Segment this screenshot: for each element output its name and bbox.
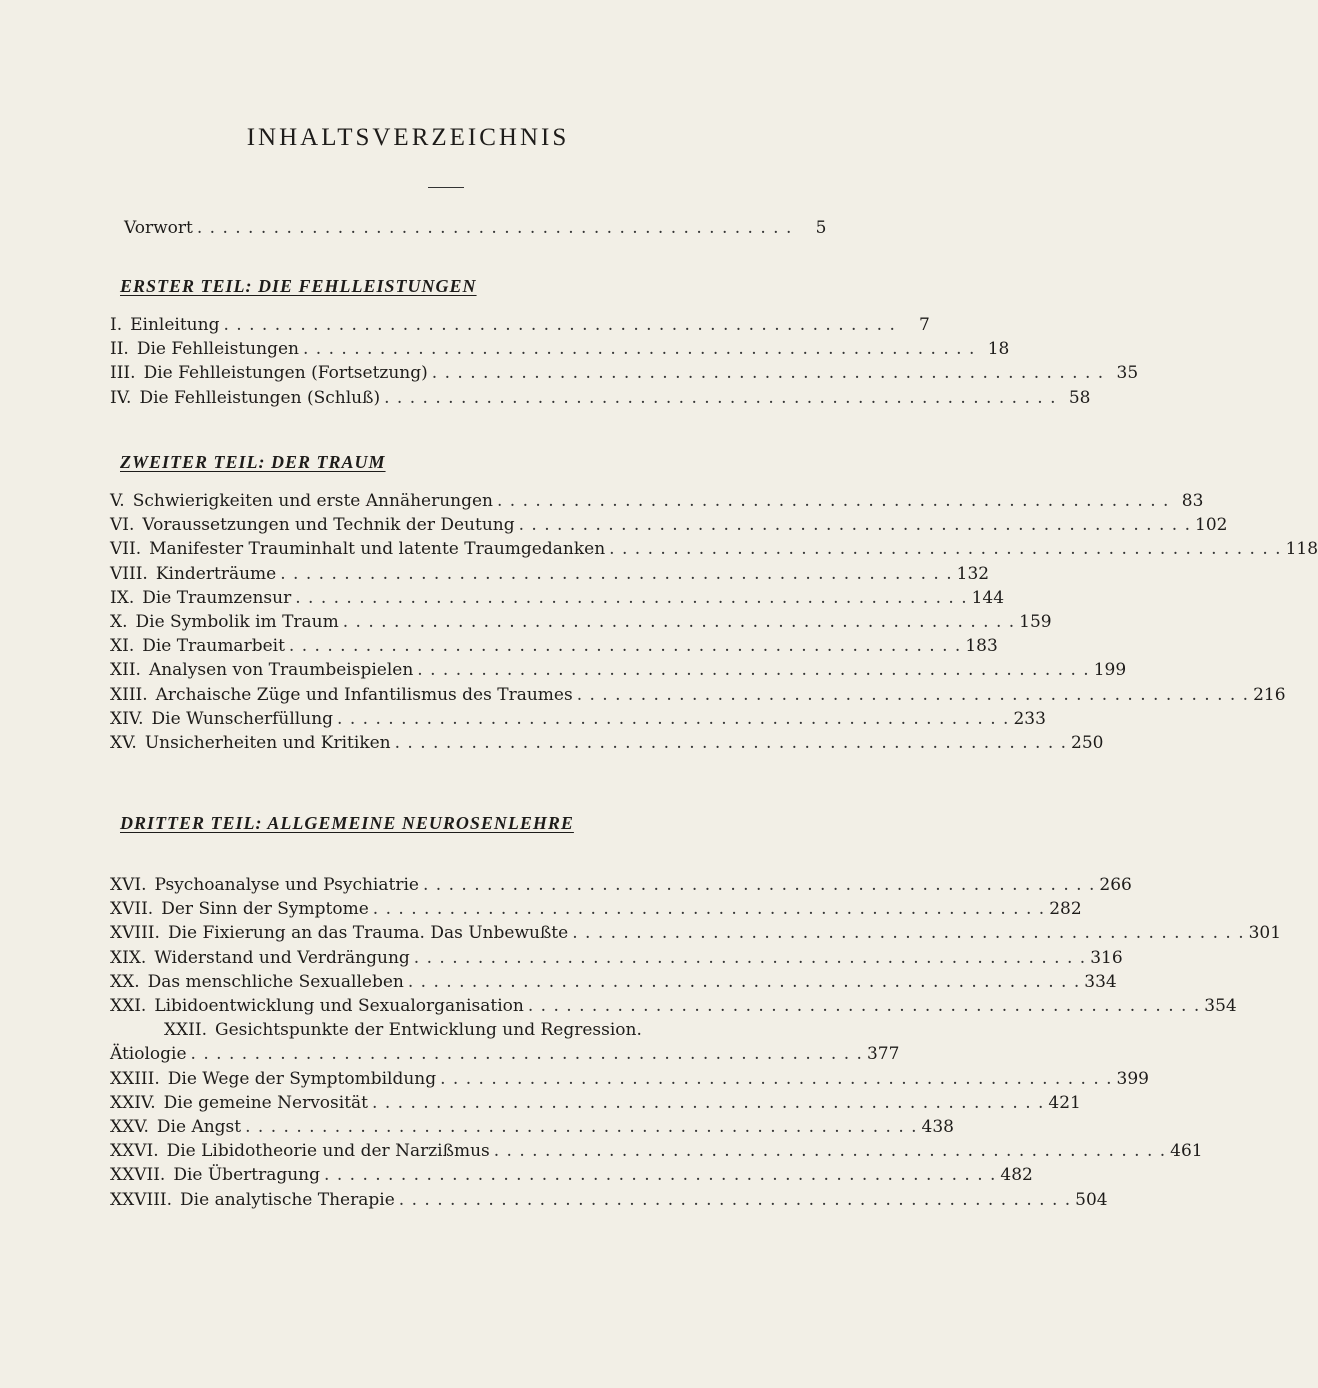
- page-number: 301: [1248, 923, 1282, 944]
- part-heading: ZWEITER TEIL: DER TRAUM: [120, 452, 386, 472]
- dot-leader: . . . . . . . . . . . . . . . . . . . . . . . . . . . . . . . . . . . . . . . . . . . . . . . . . . . . .: [372, 1092, 1045, 1113]
- toc-entry: [110, 1091, 1081, 1115]
- page-number: 118: [1285, 539, 1318, 560]
- chapter-title: Der Sinn der Symptome: [161, 899, 369, 920]
- chapter-title: Schwierigkeiten und erste Annäherungen: [132, 491, 493, 511]
- entry-label: Vorwort: [124, 218, 193, 238]
- chapter-title: Die Fixierung an das Trauma. Das Unbewußte: [167, 923, 569, 944]
- chapter-number: XIX.: [110, 947, 147, 968]
- toc-entry: [110, 610, 1052, 634]
- chapter-number: XXVII.: [110, 1165, 166, 1186]
- dot-leader: . . . . . . . . . . . . . . . . . . . . . . . . . . . . . . . . . . . . . . . . . . . . . . . . . . . . .: [324, 1165, 997, 1186]
- chapter-number: VI.: [110, 515, 135, 536]
- toc-entry: [110, 1067, 1149, 1091]
- dot-leader: . . . . . . . . . . . . . . . . . . . . . . . . . . . . . . . . . . . . . . . . . . . . . . . . . . . . .: [295, 587, 968, 608]
- toc-entry: [110, 1139, 1203, 1163]
- toc-entry: [110, 994, 1237, 1018]
- page-number: 199: [1093, 660, 1127, 681]
- chapter-number: XV.: [110, 733, 137, 753]
- toc-entry: [110, 634, 998, 658]
- page-number: 377: [866, 1044, 900, 1065]
- chapter-title: Die gemeine Nervosität: [163, 1092, 369, 1113]
- chapter-number: XXIII.: [110, 1068, 160, 1089]
- dot-leader: . . . . . . . . . . . . . . . . . . . . . . . . . . . . . . . . . . . . . . . . . . . . . . . . . . . . .: [398, 1189, 1072, 1210]
- title-rule: [428, 187, 464, 188]
- page-number: 399: [1116, 1068, 1149, 1089]
- toc-entry: [110, 707, 1046, 731]
- dot-leader: . . . . . . . . . . . . . . . . . . . . . . . . . . . . . . . . . . . . . . . . . . . . . . . . . . . . .: [527, 996, 1201, 1016]
- chapter-number: XIII.: [110, 684, 148, 705]
- chapter-number: V.: [110, 491, 125, 511]
- dot-leader: . . . . . . . . . . . . . . . . . . . . . . . . . . . . . . . . . . . . . . . . . . . . . . . . . . . . .: [440, 1068, 1113, 1089]
- dot-leader: . . . . . . . . . . . . . . . . . . . . . . . . . . . . . . . . . . . . . . . . . . . . . . . . . . . . .: [422, 875, 1096, 895]
- chapter-title: Widerstand und Verdrängung: [154, 947, 410, 968]
- toc-entry: [110, 361, 1139, 385]
- toc-entry: [110, 683, 1286, 707]
- dot-leader: . . . . . . . . . . . . . . . . . . . . . . . . . . . . . . . . . . . . . . . . . . . . . . . . . . . . .: [394, 733, 1068, 753]
- chapter-title: Analysen von Traumbeispielen: [148, 660, 414, 681]
- chapter-title-continuation: Ätiologie: [110, 1044, 187, 1065]
- page-number: 504: [1075, 1189, 1108, 1210]
- chapter-number: II.: [110, 339, 129, 360]
- dot-leader: . . . . . . . . . . . . . . . . . . . . . . . . . . . . . . . . . . . . . . . . . . . . . . . . . . . . .: [417, 660, 1090, 681]
- part-heading: ERSTER TEIL: DIE FEHLLEISTUNGEN: [120, 276, 477, 296]
- page-number: 354: [1204, 996, 1237, 1016]
- dot-leader: . . . . . . . . . . . . . . . . . . . . . . . . . . . . . . . . . . . . . . . . . . . . . . . . . . . . .: [572, 923, 1245, 944]
- chapter-number: XX.: [110, 971, 140, 992]
- toc-entry-continuation: [110, 1042, 900, 1066]
- page-number: 316: [1090, 947, 1123, 968]
- toc-entry: [110, 873, 1132, 897]
- page-number: 144: [971, 587, 1005, 608]
- toc-entry: [110, 1163, 1033, 1187]
- page-number: 183: [965, 636, 998, 657]
- chapter-number: X.: [110, 612, 128, 632]
- page-number: 233: [1013, 708, 1046, 729]
- page-number: 421: [1048, 1092, 1081, 1113]
- toc-entry: [110, 731, 1104, 755]
- chapter-title: Die Traumzensur: [142, 587, 292, 608]
- chapter-title: Die Symbolik im Traum: [135, 612, 339, 632]
- page-title: INHALTSVERZEICHNIS: [246, 124, 570, 151]
- toc-entry: [110, 897, 1082, 921]
- dot-leader: . . . . . . . . . . . . . . . . . . . . . . . . . . . . . . . . . . . . . . . . . . . . . . .: [196, 218, 793, 238]
- chapter-number: XXIV.: [110, 1092, 156, 1113]
- dot-leader: . . . . . . . . . . . . . . . . . . . . . . . . . . . . . . . . . . . . . . . . . . . . . . . . . . . . .: [337, 708, 1010, 729]
- dot-leader: . . . . . . . . . . . . . . . . . . . . . . . . . . . . . . . . . . . . . . . . . . . . . . . . . . . . .: [407, 971, 1081, 992]
- toc-entry: [110, 946, 1123, 970]
- chapter-title: Das menschliche Sexualleben: [147, 971, 404, 992]
- toc-entry: [110, 562, 990, 586]
- chapter-number: XXVIII.: [110, 1189, 173, 1210]
- dot-leader: . . . . . . . . . . . . . . . . . . . . . . . . . . . . . . . . . . . . . . . . . . . . . . . . . . . . .: [518, 515, 1192, 536]
- chapter-title: Die Traumarbeit: [142, 636, 285, 657]
- chapter-number: XVIII.: [110, 923, 160, 944]
- chapter-number: XXII.: [163, 1020, 207, 1041]
- page-number: 266: [1099, 875, 1132, 895]
- chapter-number: VIII.: [110, 563, 148, 584]
- dot-leader: . . . . . . . . . . . . . . . . . . . . . . . . . . . . . . . . . . . . . . . . . . . . . . . . . . . . .: [384, 387, 1057, 408]
- chapter-number: IV.: [110, 387, 132, 408]
- chapter-number: III.: [110, 363, 136, 384]
- dot-leader: . . . . . . . . . . . . . . . . . . . . . . . . . . . . . . . . . . . . . . . . . . . . . . . . . . . . .: [190, 1044, 863, 1065]
- page-number: 58: [1068, 387, 1091, 408]
- page-number: 482: [1000, 1165, 1033, 1186]
- dot-leader: . . . . . . . . . . . . . . . . . . . . . . . . . . . . . . . . . . . . . . . . . . . . . . . . . . . . .: [576, 684, 1250, 705]
- chapter-title: Voraussetzungen und Technik der Deutung: [142, 515, 515, 536]
- chapter-title: Die Wege der Symptombildung: [167, 1068, 437, 1089]
- chapter-title: Gesichtspunkte der Entwicklung und Regression.: [215, 1020, 642, 1041]
- toc-entry: [110, 970, 1117, 994]
- page-number: 18: [987, 339, 1010, 360]
- chapter-number: XII.: [110, 660, 141, 681]
- toc-entry-vorwort: [124, 216, 827, 240]
- toc-entry: [110, 513, 1228, 537]
- chapter-number: XIV.: [110, 708, 144, 729]
- entry-page: 5: [815, 218, 827, 238]
- toc-entry: [110, 658, 1127, 682]
- chapter-number: XXVI.: [110, 1141, 159, 1162]
- page-number: 334: [1084, 971, 1117, 992]
- chapter-title: Psychoanalyse und Psychiatrie: [154, 875, 419, 895]
- dot-leader: . . . . . . . . . . . . . . . . . . . . . . . . . . . . . . . . . . . . . . . . . . . . . . . . . . . . .: [280, 563, 953, 584]
- part-heading: DRITTER TEIL: ALLGEMEINE NEUROSENLEHRE: [120, 813, 574, 833]
- chapter-title: Archaische Züge und Infantilismus des Traumes: [155, 684, 573, 705]
- page-number: 83: [1181, 491, 1204, 511]
- chapter-title: Libidoentwicklung und Sexualorganisation: [154, 996, 524, 1016]
- toc-entry: [110, 1115, 954, 1139]
- chapter-title: Die Wunscherfüllung: [151, 708, 334, 729]
- dot-leader: . . . . . . . . . . . . . . . . . . . . . . . . . . . . . . . . . . . . . . . . . . . . . . . . . . . . .: [413, 947, 1087, 968]
- page-number: 102: [1195, 515, 1228, 536]
- toc-entry: [110, 1188, 1108, 1212]
- page-number: 250: [1071, 733, 1104, 753]
- dot-leader: . . . . . . . . . . . . . . . . . . . . . . . . . . . . . . . . . . . . . . . . . . . . . . . . . . . . .: [431, 363, 1105, 384]
- dot-leader: . . . . . . . . . . . . . . . . . . . . . . . . . . . . . . . . . . . . . . . . . . . . . . . . . . . . .: [497, 491, 1170, 511]
- chapter-title: Die Fehlleistungen (Fortsetzung): [143, 363, 428, 384]
- page-number: 438: [921, 1117, 954, 1137]
- page-number: 132: [956, 563, 990, 584]
- toc-entry: [110, 337, 1010, 361]
- page-number: 7: [919, 315, 930, 335]
- chapter-number: XVII.: [110, 899, 154, 920]
- page-number: 461: [1170, 1141, 1203, 1162]
- dot-leader: . . . . . . . . . . . . . . . . . . . . . . . . . . . . . . . . . . . . . . . . . . . . . . . . . . . . .: [223, 315, 896, 335]
- dot-leader: . . . . . . . . . . . . . . . . . . . . . . . . . . . . . . . . . . . . . . . . . . . . . . . . . . . . .: [288, 636, 962, 657]
- chapter-number: XI.: [110, 636, 135, 657]
- toc-entry: [110, 537, 1318, 561]
- chapter-title: Die analytische Therapie: [180, 1189, 395, 1210]
- toc-entry: [110, 489, 1204, 513]
- chapter-title: Unsicherheiten und Kritiken: [144, 733, 391, 753]
- chapter-number: XXV.: [110, 1117, 149, 1137]
- dot-leader: . . . . . . . . . . . . . . . . . . . . . . . . . . . . . . . . . . . . . . . . . . . . . . . . . . . . .: [372, 899, 1046, 920]
- chapter-number: XVI.: [110, 875, 147, 895]
- chapter-number: I.: [110, 315, 123, 335]
- chapter-number: XXI.: [110, 996, 147, 1016]
- page-number: 282: [1049, 899, 1082, 920]
- toc-entry: [110, 921, 1282, 945]
- page-number: 216: [1253, 684, 1286, 705]
- chapter-title: Die Angst: [156, 1117, 242, 1137]
- chapter-title: Die Fehlleistungen (Schluß): [139, 387, 381, 408]
- chapter-title: Die Fehlleistungen: [136, 339, 299, 360]
- page-number: 35: [1116, 363, 1139, 384]
- chapter-number: VII.: [110, 539, 142, 560]
- page-number: 159: [1019, 612, 1052, 632]
- toc-entry: [110, 313, 930, 337]
- chapter-title: Manifester Trauminhalt und latente Traumgedanken: [149, 539, 606, 560]
- toc-entry: [110, 1018, 768, 1042]
- dot-leader: . . . . . . . . . . . . . . . . . . . . . . . . . . . . . . . . . . . . . . . . . . . . . . . . . . . . .: [493, 1141, 1167, 1162]
- chapter-number: IX.: [110, 587, 135, 608]
- chapter-title: Die Übertragung: [173, 1165, 321, 1186]
- dot-leader: . . . . . . . . . . . . . . . . . . . . . . . . . . . . . . . . . . . . . . . . . . . . . . . . . . . . .: [302, 339, 976, 360]
- toc-entry: [110, 586, 1005, 610]
- dot-leader: . . . . . . . . . . . . . . . . . . . . . . . . . . . . . . . . . . . . . . . . . . . . . . . . . . . . .: [609, 539, 1282, 560]
- dot-leader: . . . . . . . . . . . . . . . . . . . . . . . . . . . . . . . . . . . . . . . . . . . . . . . . . . . . .: [342, 612, 1016, 632]
- dot-leader: . . . . . . . . . . . . . . . . . . . . . . . . . . . . . . . . . . . . . . . . . . . . . . . . . . . . .: [245, 1117, 918, 1137]
- chapter-title: Einleitung: [130, 315, 220, 335]
- chapter-title: Kinderträume: [155, 563, 277, 584]
- chapter-title: Die Libidotheorie und der Narzißmus: [166, 1141, 490, 1162]
- toc-entry: [110, 386, 1091, 410]
